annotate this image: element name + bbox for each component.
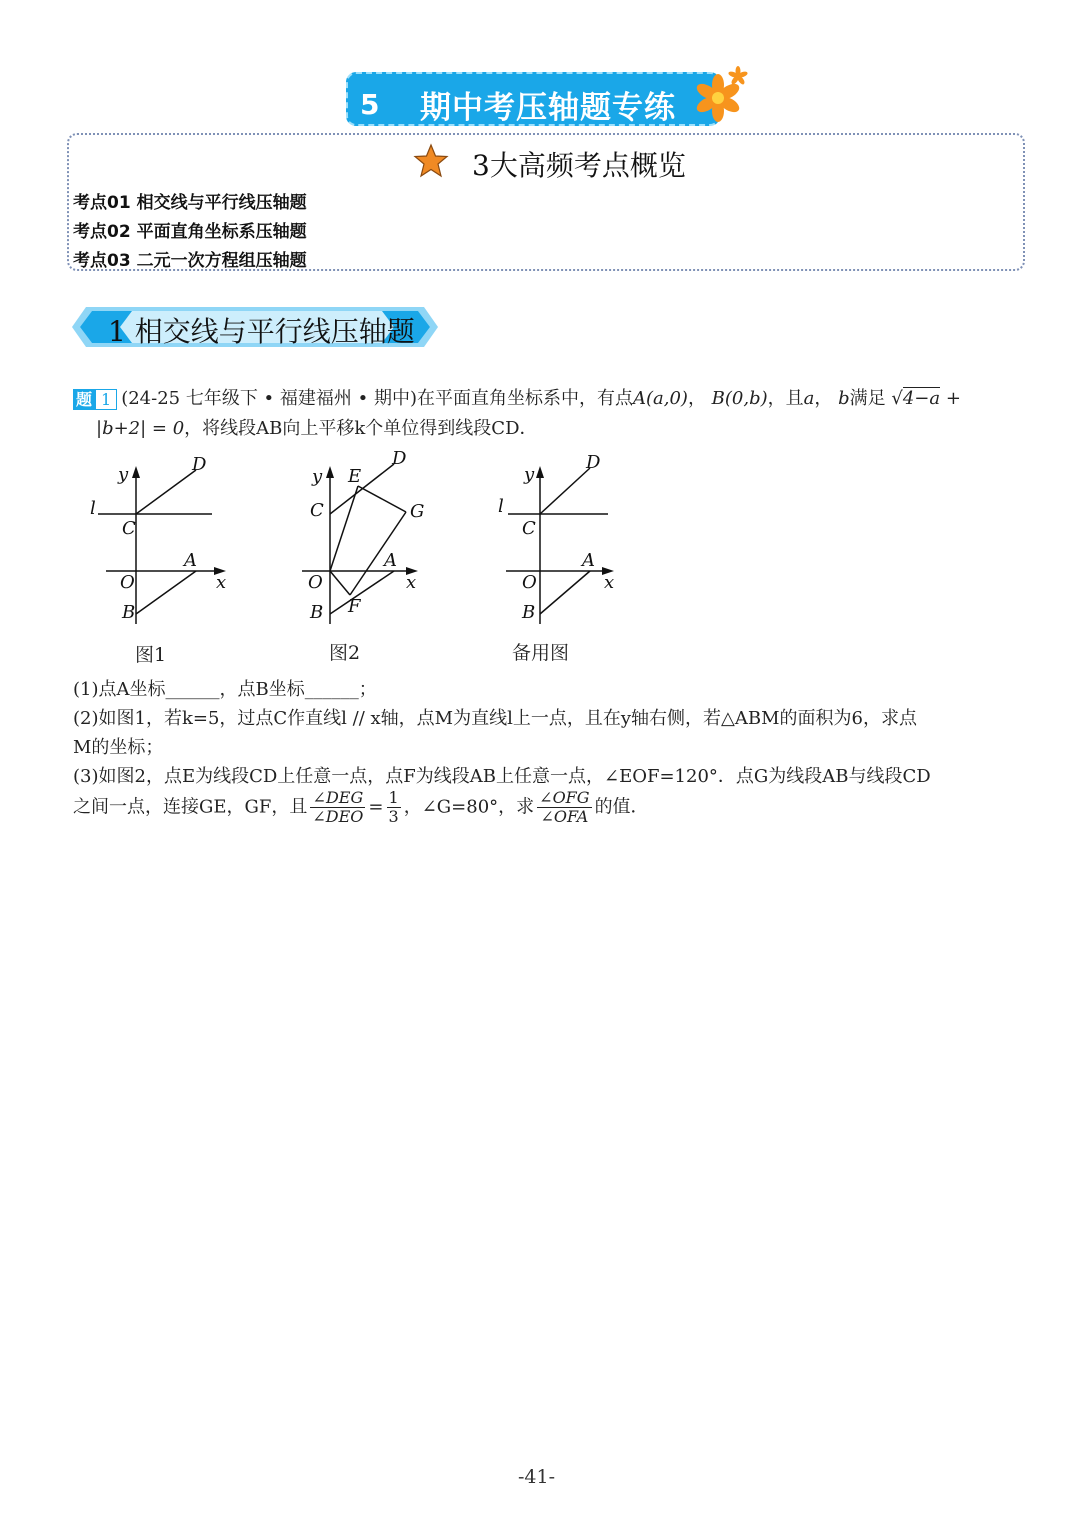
point-a: A(a,0)	[632, 388, 688, 409]
label-y: y	[118, 464, 129, 485]
label-o: O	[522, 572, 537, 593]
fraction-one-third	[387, 789, 401, 826]
question-tag: 题	[73, 389, 95, 410]
label-x: x	[604, 572, 615, 593]
part-1: (1)点A坐标______，点B坐标______；	[73, 679, 377, 700]
abs-expression: |b+2| = 0	[96, 418, 185, 439]
plus-sign: +	[945, 388, 961, 409]
label-x: x	[406, 572, 417, 593]
figure-spare	[490, 448, 630, 638]
fraction-ofg-ofa	[537, 789, 591, 826]
label-o: O	[120, 572, 135, 593]
part-3-line-2	[73, 789, 649, 826]
label-y: y	[312, 466, 323, 487]
fraction-denominator: 3	[388, 807, 399, 826]
fraction-denominator: ∠OFA	[540, 807, 589, 826]
question-line-1	[73, 384, 961, 410]
fraction-deg-deo	[310, 789, 365, 826]
label-o: O	[308, 572, 323, 593]
fraction-denominator: ∠DEO	[312, 807, 364, 826]
fraction-numerator: ∠DEG	[310, 789, 365, 808]
label-b: B	[310, 602, 324, 623]
question-line-2	[96, 414, 538, 440]
figure-1	[80, 448, 240, 638]
page-number: -41-	[518, 1466, 556, 1488]
label-c: C	[310, 500, 324, 521]
question-text: 在平面直角坐标系中，有点	[416, 388, 633, 409]
overview-item: 考点02 平面直角坐标系压轴题	[73, 222, 307, 242]
question-text: 满足	[849, 388, 886, 409]
question-source: (24-25 七年级下 • 福建福州 • 期中)	[121, 388, 417, 409]
label-d: D	[192, 454, 207, 475]
label-f: F	[348, 596, 361, 617]
chapter-number: 5	[360, 88, 380, 121]
question-text: ，且	[767, 388, 804, 409]
section-title: 1 相交线与平行线压轴题	[108, 315, 415, 348]
label-y: y	[524, 464, 535, 485]
question-text: 的值．	[594, 796, 649, 818]
overview-title: 3大高频考点概览	[472, 149, 686, 182]
label-d: D	[586, 452, 601, 473]
figure-2-caption: 图2	[329, 642, 361, 664]
label-e: E	[348, 466, 362, 487]
flower-icon	[690, 66, 750, 126]
figure-2	[290, 442, 450, 638]
label-b: B	[522, 602, 536, 623]
question-text: 之间一点，连接GE，GF，且	[73, 796, 308, 818]
var-a: a	[803, 388, 815, 409]
fraction-numerator: ∠OFG	[539, 788, 590, 807]
part-2-line-2: M的坐标；	[73, 737, 164, 758]
equals-sign: =	[368, 796, 384, 818]
label-a: A	[184, 550, 197, 571]
var-b: b	[838, 388, 850, 409]
chapter-title: 期中考压轴题专练	[420, 90, 676, 126]
punct: ，	[814, 388, 833, 409]
label-a: A	[582, 550, 595, 571]
label-b: B	[122, 602, 136, 623]
label-l: l	[90, 498, 96, 519]
overview-item: 考点01 相交线与平行线压轴题	[73, 193, 307, 213]
sqrt-symbol: √	[891, 388, 903, 409]
punct: ，	[687, 388, 706, 409]
part-3-line-1: (3)如图2，点E为线段CD上任意一点，点F为线段AB上任意一点，∠EOF=120°．点G为线段AB与线段CD	[73, 766, 931, 787]
label-x: x	[216, 572, 227, 593]
part-2-line-1: (2)如图1，若k=5，过点C作直线l // x轴，点M为直线l上一点，且在y轴右侧，若△ABM的面积为6，求点	[73, 708, 917, 729]
fraction-numerator: 1	[388, 788, 399, 807]
label-l: l	[498, 496, 504, 517]
label-c: C	[122, 518, 136, 539]
question-text: ，∠G=80°，求	[403, 796, 535, 818]
label-a: A	[384, 550, 397, 571]
label-g: G	[410, 501, 425, 522]
label-d: D	[392, 448, 407, 469]
figure-1-caption: 图1	[135, 644, 167, 666]
point-b: B(0,b)	[711, 388, 768, 409]
overview-item: 考点03 二元一次方程组压轴题	[73, 251, 307, 271]
label-c: C	[522, 518, 536, 539]
star-icon	[412, 143, 450, 179]
question-text: ，将线段AB向上平移k个单位得到线段CD．	[184, 418, 538, 439]
sqrt-expression: 4−a	[902, 388, 941, 409]
question-number: 1	[95, 389, 117, 410]
figure-spare-caption: 备用图	[512, 642, 570, 664]
